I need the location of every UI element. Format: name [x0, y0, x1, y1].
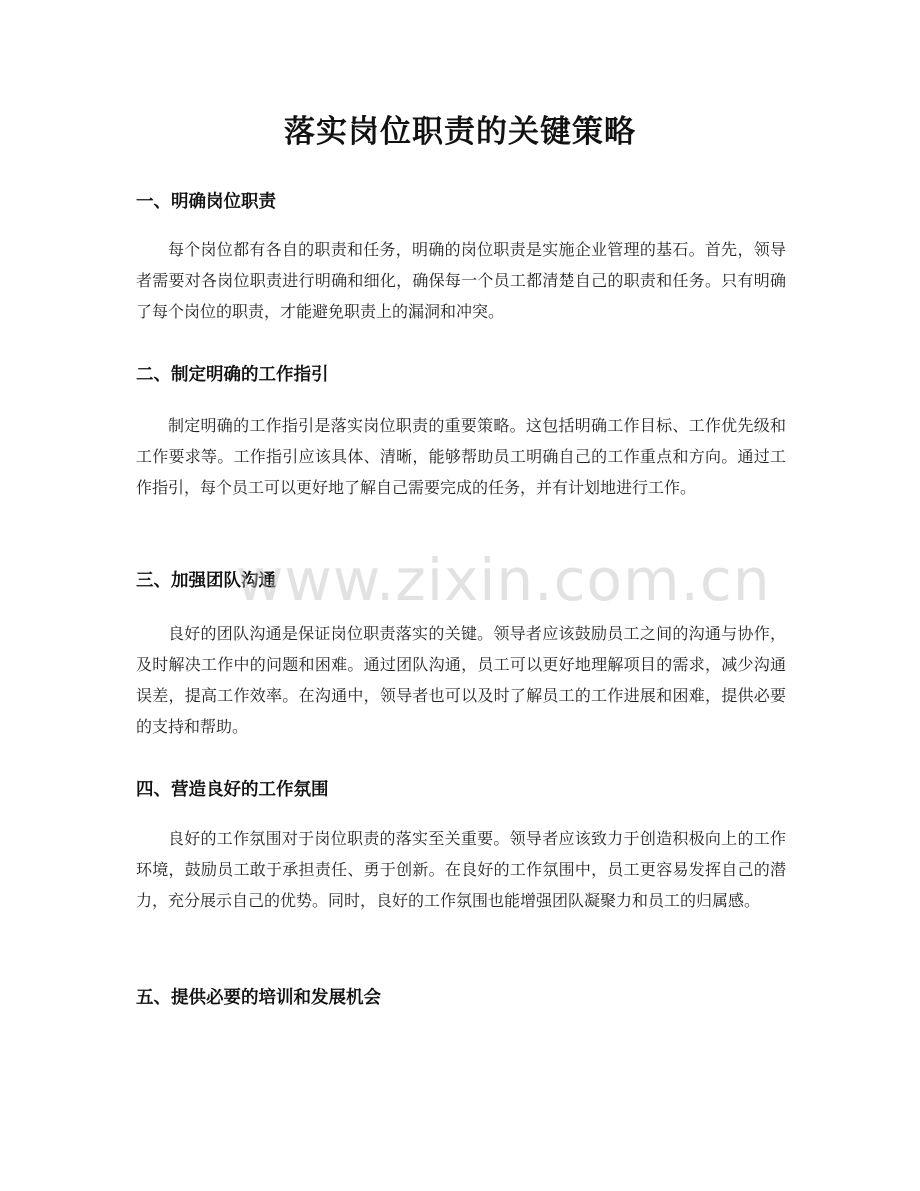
section-heading-5: 五、提供必要的培训和发展机会	[136, 988, 381, 1008]
section-heading-2: 二、制定明确的工作指引	[136, 365, 329, 385]
section-heading-3: 三、加强团队沟通	[136, 571, 276, 591]
section-paragraph-2: 制定明确的工作指引是落实岗位职责的重要策略。这包括明确工作目标、工作优先级和工作要求等。工作指引应该具体、清晰，能够帮助员工明确自己的工作重点和方向。通过工作指引，每个员工可以更好地了解自己需要完成的任务，并有计划地进行工作。	[136, 416, 786, 497]
watermark: www.zixin.com.cn	[236, 546, 771, 614]
document-title: 落实岗位职责的关键策略	[284, 114, 636, 150]
section-paragraph-4: 良好的工作氛围对于岗位职责的落实至关重要。领导者应该致力于创造积极向上的工作环境，鼓励员工敢于承担责任、勇于创新。在良好的工作氛围中，员工更容易发挥自己的潜力，充分展示自己的优势。同时，良好的工作氛围也能增强团队凝聚力和员工的归属感。	[136, 829, 786, 910]
section-heading-1: 一、明确岗位职责	[136, 192, 276, 212]
section-heading-4: 四、营造良好的工作氛围	[136, 780, 329, 800]
section-paragraph-3: 良好的团队沟通是保证岗位职责落实的关键。领导者应该鼓励员工之间的沟通与协作，及时解决工作中的问题和困难。通过团队沟通，员工可以更好地理解项目的需求，减少沟通误差，提高工作效率。在沟通中，领导者也可以及时了解员工的工作进展和困难，提供必要的支持和帮助。	[136, 624, 786, 736]
section-paragraph-1: 每个岗位都有各自的职责和任务，明确的岗位职责是实施企业管理的基石。首先，领导者需要对各岗位职责进行明确和细化，确保每一个员工都清楚自己的职责和任务。只有明确了每个岗位的职责，才能避免职责上的漏洞和冲突。	[136, 240, 786, 321]
